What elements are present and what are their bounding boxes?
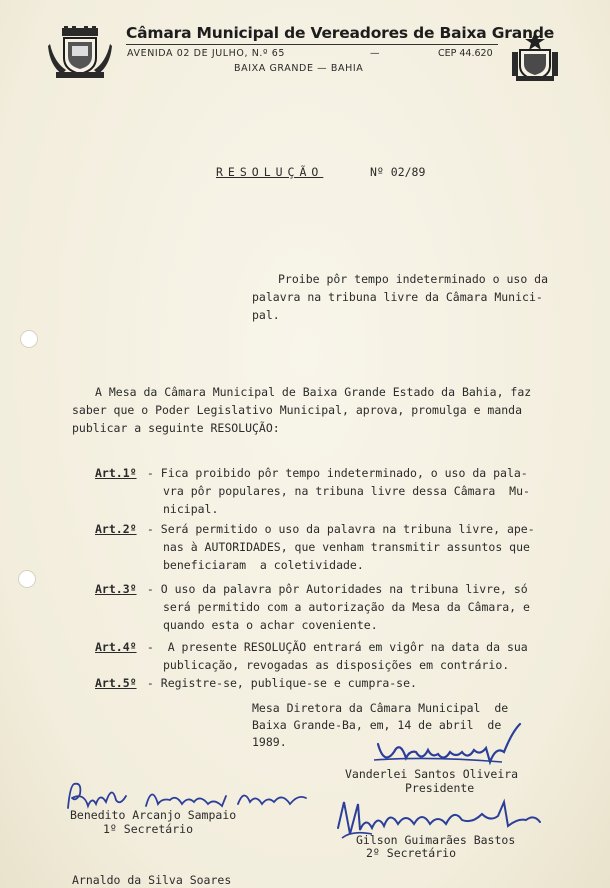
president-role: Presidente (405, 781, 475, 795)
article-3-text: quando esta o achar coveniente. (163, 618, 378, 632)
first-secretary-name: Benedito Arcanjo Sampaio (70, 808, 237, 822)
preamble-line: publicar a seguinte RESOLUÇÃO: (72, 421, 280, 435)
president-name: Vanderlei Santos Oliveira (345, 767, 519, 781)
article-3-text: - O uso da palavra pôr Autoridades na tribuna livre, só (140, 582, 528, 596)
article-4-label: Art.4º (95, 640, 137, 654)
preamble-line: A Mesa da Câmara Municipal de Baixa Grande Estado da Bahia, faz (95, 385, 532, 399)
letterhead-city: BAIXA GRANDE — BAHIA (234, 63, 364, 74)
article-5-label: Art.5º (95, 676, 137, 690)
article-5-text: - Registre-se, publique-se e cumpra-se. (140, 676, 417, 690)
letterhead-title: Câmara Municipal de Vereadores de Baixa Grande (126, 24, 555, 42)
article-2-text: beneficiaram a coletividade. (163, 558, 364, 572)
article-2-text: nas à AUTORIDADES, que venham transmitir assuntos que (163, 540, 530, 554)
first-secretary-role: 1º Secretário (103, 822, 194, 836)
punch-hole-lower (18, 570, 36, 588)
closing-line: Mesa Diretora da Câmara Municipal de (252, 701, 509, 715)
third-signatory-name: Arnaldo da Silva Soares (72, 873, 232, 887)
article-1-text: vra pôr populares, na tribuna livre dessa Câmara Mu- (163, 484, 530, 498)
resolution-number: Nº 02/89 (370, 165, 426, 179)
letterhead-rule (126, 44, 498, 45)
article-1-label: Art.1º (95, 466, 137, 480)
second-secretary-name: Gilson Guimarães Bastos (356, 833, 516, 847)
article-3-text: será permitido com a autorização da Mesa da Câmara, e (163, 600, 530, 614)
letterhead-dash: — (370, 48, 380, 59)
resolution-title: RESOLUÇÃO (216, 165, 324, 179)
article-4-text: publicação, revogadas as disposições em contrário. (163, 658, 510, 672)
letterhead-cep: CEP 44.620 (438, 48, 493, 59)
second-secretary-role: 2º Secretário (366, 846, 457, 860)
letterhead-address: AVENIDA 02 DE JULHO, N.º 65 (127, 48, 286, 59)
article-2-text: - Será permitido o uso da palavra na tribuna livre, ape- (140, 522, 535, 536)
summary-line: Proibe pôr tempo indeterminado o uso da (278, 272, 549, 286)
summary-line: palavra na tribuna livre da Câmara Munici- (252, 290, 543, 304)
municipal-coat-of-arms-icon (48, 26, 112, 80)
preamble-line: saber que o Poder Legislativo Municipal, aprova, promulga e manda (72, 403, 523, 417)
closing-line: Baixa Grande-Ba, em, 14 de abril de (252, 718, 502, 732)
closing-line: 1989. (252, 735, 287, 749)
article-3-label: Art.3º (95, 582, 137, 596)
punch-hole-upper (20, 330, 38, 348)
article-1-text: nicipal. (163, 502, 219, 516)
article-4-text: - A presente RESOLUÇÃO entrará em vigôr na data da sua (140, 640, 528, 654)
summary-line: pal. (252, 308, 280, 322)
article-2-label: Art.2º (95, 522, 137, 536)
article-1-text: - Fica proibido pôr tempo indeterminado, o uso da pala- (140, 466, 528, 480)
